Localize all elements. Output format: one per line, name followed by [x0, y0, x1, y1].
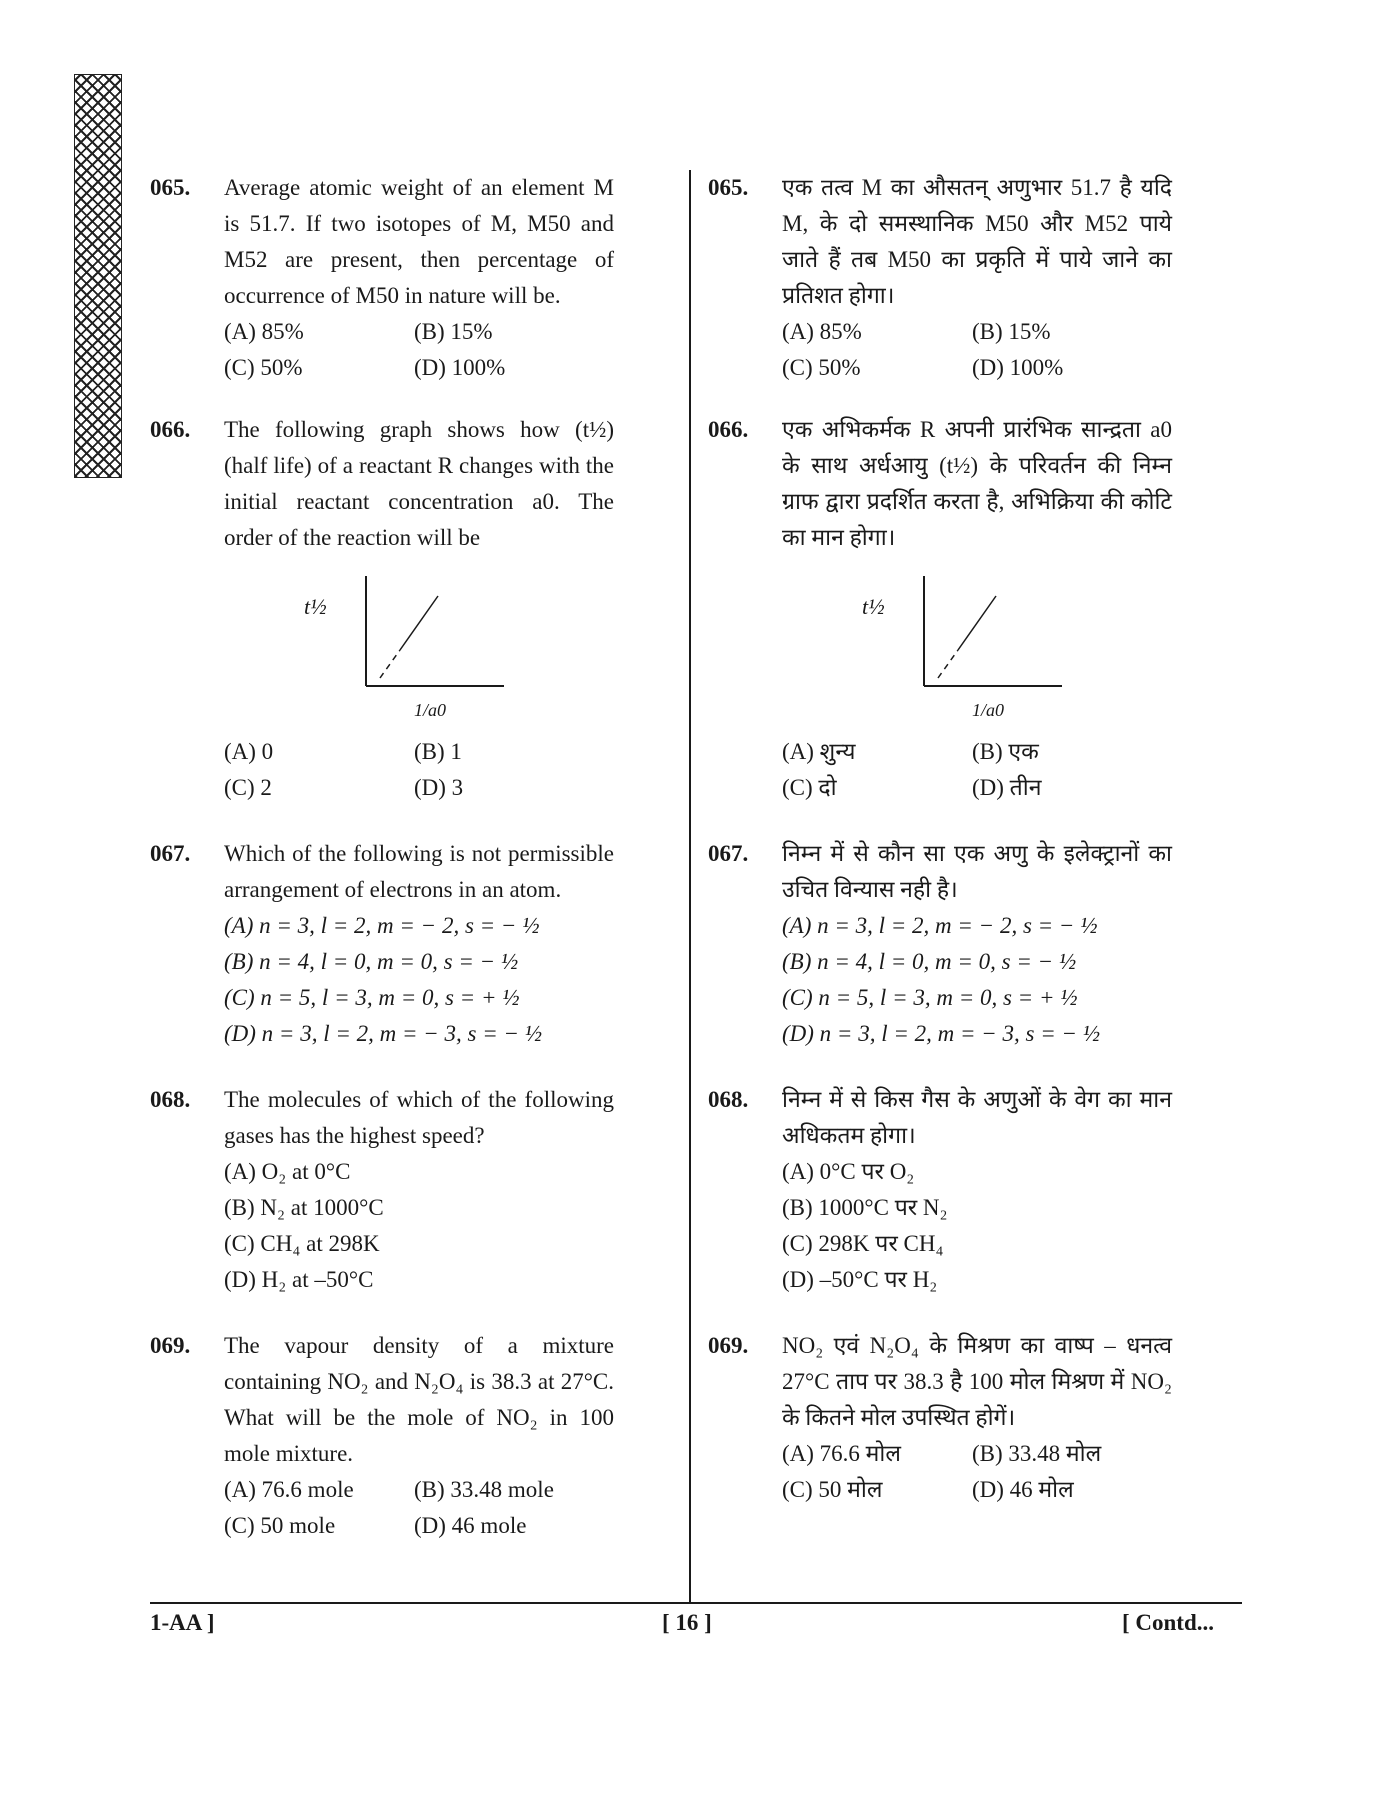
options	[782, 314, 1172, 386]
question-number: 067.	[708, 841, 749, 866]
continued-label: [ Contd...	[1122, 1610, 1215, 1635]
options	[224, 1472, 614, 1544]
option-c[interactable]: (C) n = 5, l = 3, m = 0, s = + ½	[224, 985, 520, 1010]
half-life-graph	[842, 566, 1082, 726]
option-d[interactable]: (D) n = 3, l = 2, m = − 3, s = − ½	[224, 1021, 543, 1046]
hindi-column	[708, 170, 1172, 1508]
page-number: [ 16 ]	[662, 1610, 712, 1635]
question-text: NO₂ एवं N₂O₄ के मिश्रण का वाष्प – धनत्व 27°C ताप पर 38.3 है 100 मोल मिश्रण में NO₂ के कितने मोल उपस्थित होगें।	[782, 1333, 1172, 1430]
english-column	[150, 170, 614, 1544]
option-a[interactable]: (A) 0	[224, 739, 274, 764]
option-a[interactable]: (A) 76.6 मोल	[782, 1441, 901, 1466]
option-c[interactable]: (C) 298K पर CH₄	[782, 1231, 944, 1256]
question-number: 065.	[708, 175, 749, 200]
option-d[interactable]: (D) तीन	[972, 775, 1042, 800]
option-a[interactable]: (A) n = 3, l = 2, m = − 2, s = − ½	[224, 913, 540, 938]
option-c[interactable]: (C) 2	[224, 775, 272, 800]
option-a[interactable]: (A) 85%	[782, 319, 862, 344]
question-number: 068.	[150, 1087, 191, 1112]
option-d[interactable]: (D) 46 मोल	[972, 1477, 1074, 1502]
option-a[interactable]: (A) शुन्य	[782, 739, 856, 764]
option-c[interactable]: (C) 50 mole	[224, 1513, 336, 1538]
question-text: The following graph shows how (t½) (half life) of a reactant R changes with the initial reactant concentration a0. The order of the reaction will be	[224, 417, 614, 550]
footer-rule	[150, 1602, 1242, 1604]
option-a[interactable]: (A) 85%	[224, 319, 304, 344]
option-c[interactable]: (C) 50%	[224, 355, 303, 380]
option-d[interactable]: (D) 3	[414, 775, 464, 800]
question-text: Average atomic weight of an element M is 51.7. If two isotopes of M, M50 and M52 are present, then percentage of occurrence of M50 in nature will be.	[224, 175, 614, 308]
graph-y-label: t½	[862, 594, 885, 619]
half-life-graph	[284, 566, 524, 726]
option-b[interactable]: (B) 15%	[972, 319, 1051, 344]
option-b[interactable]: (B) 33.48 मोल	[972, 1441, 1102, 1466]
options	[224, 314, 614, 386]
question-text: Which of the following is not permissible arrangement of electrons in an atom.	[224, 841, 614, 902]
question-number: 069.	[708, 1333, 749, 1358]
graph-y-label: t½	[304, 594, 327, 619]
question-068-hi	[708, 1082, 1172, 1298]
option-a[interactable]: (A) n = 3, l = 2, m = − 2, s = − ½	[782, 913, 1098, 938]
options	[782, 1154, 1172, 1298]
question-text: एक अभिकर्मक R अपनी प्रारंभिक सान्द्रता a0 के साथ अर्धआयु (t½) के परिवर्तन की निम्न ग्राफ द्वारा प्रदर्शित करता है, अभिक्रिया की कोटि का मान होगा।	[782, 417, 1172, 550]
graph-x-label: 1/a0	[414, 700, 447, 720]
question-number: 065.	[150, 175, 191, 200]
option-d[interactable]: (D) –50°C पर H₂	[782, 1267, 938, 1292]
question-number: 066.	[708, 417, 749, 442]
question-066-hi	[708, 412, 1172, 806]
question-066-en	[150, 412, 614, 806]
question-number: 068.	[708, 1087, 749, 1112]
option-d[interactable]: (D) 100%	[972, 355, 1064, 380]
question-text: निम्न में से कौन सा एक अणु के इलेक्ट्रानों का उचित विन्यास नही है।	[782, 841, 1172, 902]
graph-x-label: 1/a0	[972, 700, 1005, 720]
decorative-border-pattern	[74, 74, 122, 478]
column-divider	[689, 170, 691, 1602]
question-number: 066.	[150, 417, 191, 442]
question-number: 067.	[150, 841, 191, 866]
option-d[interactable]: (D) 100%	[414, 355, 506, 380]
option-c[interactable]: (C) 50 मोल	[782, 1477, 883, 1502]
question-069-en	[150, 1328, 614, 1544]
paper-code: 1-AA ]	[150, 1610, 215, 1635]
option-a[interactable]: (A) O₂ at 0°C	[224, 1159, 351, 1184]
option-b[interactable]: (B) 33.48 mole	[414, 1477, 554, 1502]
option-c[interactable]: (C) दो	[782, 775, 837, 800]
options	[224, 908, 614, 1052]
options	[782, 734, 1172, 806]
option-d[interactable]: (D) H₂ at –50°C	[224, 1267, 374, 1292]
question-067-en	[150, 836, 614, 1052]
option-b[interactable]: (B) 1000°C पर N₂	[782, 1195, 948, 1220]
option-c[interactable]: (C) n = 5, l = 3, m = 0, s = + ½	[782, 985, 1078, 1010]
options	[224, 1154, 614, 1298]
option-d[interactable]: (D) n = 3, l = 2, m = − 3, s = − ½	[782, 1021, 1101, 1046]
question-text: एक तत्व M का औसतन् अणुभार 51.7 है यदि M, के दो समस्थानिक M50 और M52 पाये जाते हैं तब M50 का प्रकृति में पाये जाने का प्रतिशत होगा।	[782, 175, 1172, 308]
options	[782, 908, 1172, 1052]
option-c[interactable]: (C) 50%	[782, 355, 861, 380]
option-b[interactable]: (B) N₂ at 1000°C	[224, 1195, 384, 1220]
question-number: 069.	[150, 1333, 191, 1358]
option-b[interactable]: (B) एक	[972, 739, 1039, 764]
question-text: The molecules of which of the following gases has the highest speed?	[224, 1087, 614, 1148]
options	[782, 1436, 1172, 1508]
question-068-en	[150, 1082, 614, 1298]
option-b[interactable]: (B) 1	[414, 739, 462, 764]
option-c[interactable]: (C) CH₄ at 298K	[224, 1231, 380, 1256]
option-b[interactable]: (B) n = 4, l = 0, m = 0, s = − ½	[782, 949, 1077, 974]
option-d[interactable]: (D) 46 mole	[414, 1513, 527, 1538]
question-text: निम्न में से किस गैस के अणुओं के वेग का मान अधिकतम होगा।	[782, 1087, 1172, 1148]
question-065-hi	[708, 170, 1172, 386]
option-a[interactable]: (A) 76.6 mole	[224, 1477, 354, 1502]
option-b[interactable]: (B) 15%	[414, 319, 493, 344]
question-text: The vapour density of a mixture containing NO₂ and N₂O₄ is 38.3 at 27°C. What will be the mole of NO₂ in 100 mole mixture.	[224, 1333, 614, 1466]
options	[224, 734, 614, 806]
option-b[interactable]: (B) n = 4, l = 0, m = 0, s = − ½	[224, 949, 519, 974]
question-069-hi	[708, 1328, 1172, 1508]
question-065-en	[150, 170, 614, 386]
option-a[interactable]: (A) 0°C पर O₂	[782, 1159, 915, 1184]
question-067-hi	[708, 836, 1172, 1052]
